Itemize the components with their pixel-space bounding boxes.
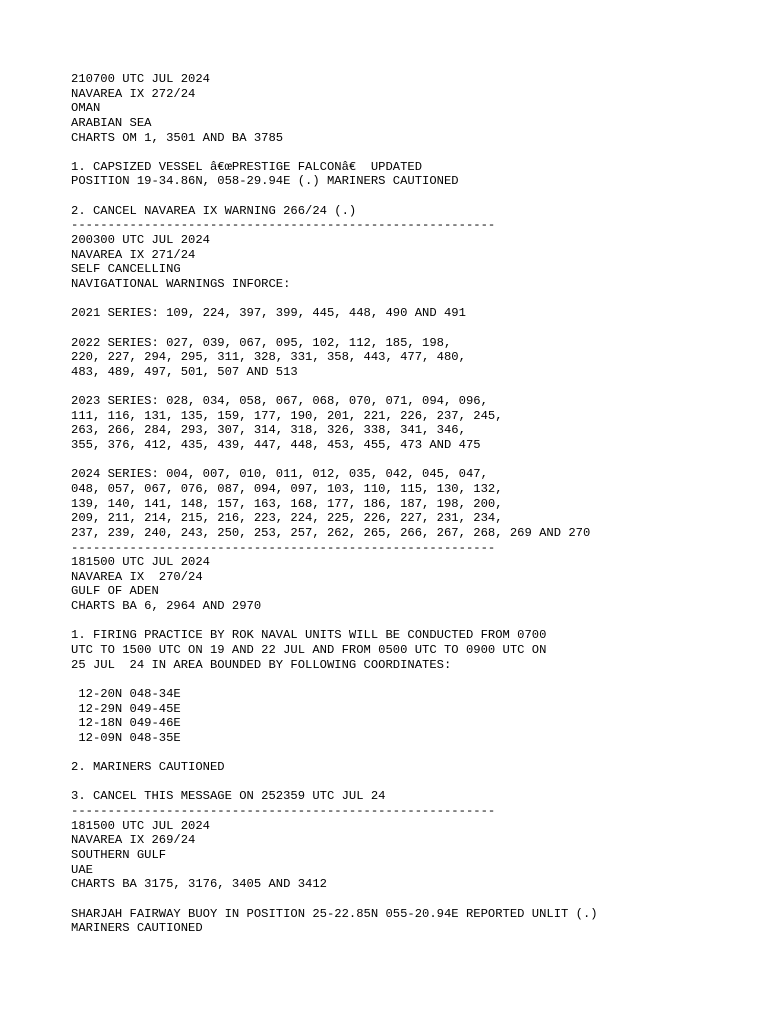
text-line: 2022 SERIES: 027, 039, 067, 095, 102, 112, 185, 198, xyxy=(71,335,452,350)
text-line xyxy=(71,775,598,790)
navarea-warnings-document xyxy=(71,72,598,936)
text-line: 2. MARINERS CAUTIONED xyxy=(71,760,225,775)
text-line xyxy=(71,189,598,204)
text-line: CHARTS OM 1, 3501 AND BA 3785 xyxy=(71,130,284,145)
text-line: 12-18N 049-46E xyxy=(71,716,181,731)
text-line: NAVIGATIONAL WARNINGS INFORCE: xyxy=(71,276,291,291)
text-line xyxy=(71,292,598,307)
text-line: 3. CANCEL THIS MESSAGE ON 252359 UTC JUL 24 xyxy=(71,789,386,804)
text-line: POSITION 19-34.86N, 058-29.94E (.) MARINERS CAUTIONED xyxy=(71,174,459,189)
text-line: 2024 SERIES: 004, 007, 010, 011, 012, 035, 042, 045, 047, xyxy=(71,467,488,482)
text-line: 111, 116, 131, 135, 159, 177, 190, 201, 221, 226, 237, 245, xyxy=(71,408,503,423)
text-line: NAVAREA IX 272/24 xyxy=(71,86,196,101)
text-line: SOUTHERN GULF xyxy=(71,847,167,862)
text-line: SELF CANCELLING xyxy=(71,262,181,277)
text-line: CHARTS BA 3175, 3176, 3405 AND 3412 xyxy=(71,877,327,892)
text-line xyxy=(71,145,598,160)
text-line: NAVAREA IX 270/24 xyxy=(71,569,203,584)
text-line: 12-29N 049-45E xyxy=(71,701,181,716)
text-line xyxy=(71,672,598,687)
text-line xyxy=(71,745,598,760)
text-line: 139, 140, 141, 148, 157, 163, 168, 177, 186, 187, 198, 200, xyxy=(71,496,503,511)
text-line: 209, 211, 214, 215, 216, 223, 224, 225, 226, 227, 231, 234, xyxy=(71,511,503,526)
text-line xyxy=(71,453,598,468)
text-line: UTC TO 1500 UTC ON 19 AND 22 JUL AND FROM 0500 UTC TO 0900 UTC ON xyxy=(71,642,547,657)
text-line: 237, 239, 240, 243, 250, 253, 257, 262, 265, 266, 267, 268, 269 AND 270 xyxy=(71,525,591,540)
text-line: 25 JUL 24 IN AREA BOUNDED BY FOLLOWING COORDINATES: xyxy=(71,657,452,672)
text-line: SHARJAH FAIRWAY BUOY IN POSITION 25-22.85N 055-20.94E REPORTED UNLIT (.) xyxy=(71,906,598,921)
text-line: NAVAREA IX 269/24 xyxy=(71,833,196,848)
text-line: 2023 SERIES: 028, 034, 058, 067, 068, 070, 071, 094, 096, xyxy=(71,394,488,409)
text-line: OMAN xyxy=(71,101,101,116)
text-line: 200300 UTC JUL 2024 xyxy=(71,233,210,248)
text-line: 483, 489, 497, 501, 507 AND 513 xyxy=(71,364,298,379)
text-line: CHARTS BA 6, 2964 AND 2970 xyxy=(71,599,262,614)
text-line: 181500 UTC JUL 2024 xyxy=(71,818,210,833)
text-line: 1. CAPSIZED VESSEL â€œPRESTIGE FALCONâ€ UPDATED xyxy=(71,159,423,174)
text-line: 2. CANCEL NAVAREA IX WARNING 266/24 (.) xyxy=(71,203,357,218)
text-line: 1. FIRING PRACTICE BY ROK NAVAL UNITS WILL BE CONDUCTED FROM 0700 xyxy=(71,628,547,643)
text-line: ARABIAN SEA xyxy=(71,115,152,130)
text-line: 220, 227, 294, 295, 311, 328, 331, 358, 443, 477, 480, xyxy=(71,350,466,365)
text-line xyxy=(71,321,598,336)
text-line: 12-09N 048-35E xyxy=(71,730,181,745)
text-line: NAVAREA IX 271/24 xyxy=(71,247,196,262)
separator-line: ---------------------------------------------------------- xyxy=(71,540,496,555)
text-line: 355, 376, 412, 435, 439, 447, 448, 453, 455, 473 AND 475 xyxy=(71,438,481,453)
text-line: UAE xyxy=(71,862,93,877)
text-line: 210700 UTC JUL 2024 xyxy=(71,72,210,86)
text-line: 12-20N 048-34E xyxy=(71,686,181,701)
text-line xyxy=(71,379,598,394)
text-line: MARINERS CAUTIONED xyxy=(71,921,203,936)
text-line: 048, 057, 067, 076, 087, 094, 097, 103, 110, 115, 130, 132, xyxy=(71,481,503,496)
text-line: 181500 UTC JUL 2024 xyxy=(71,555,210,570)
text-line: 263, 266, 284, 293, 307, 314, 318, 326, 338, 341, 346, xyxy=(71,423,466,438)
text-line: 2021 SERIES: 109, 224, 397, 399, 445, 448, 490 AND 491 xyxy=(71,306,466,321)
separator-line: ---------------------------------------------------------- xyxy=(71,804,496,819)
text-line xyxy=(71,892,598,907)
text-line xyxy=(71,614,598,629)
separator-line: ---------------------------------------------------------- xyxy=(71,218,496,233)
text-line: GULF OF ADEN xyxy=(71,584,159,599)
